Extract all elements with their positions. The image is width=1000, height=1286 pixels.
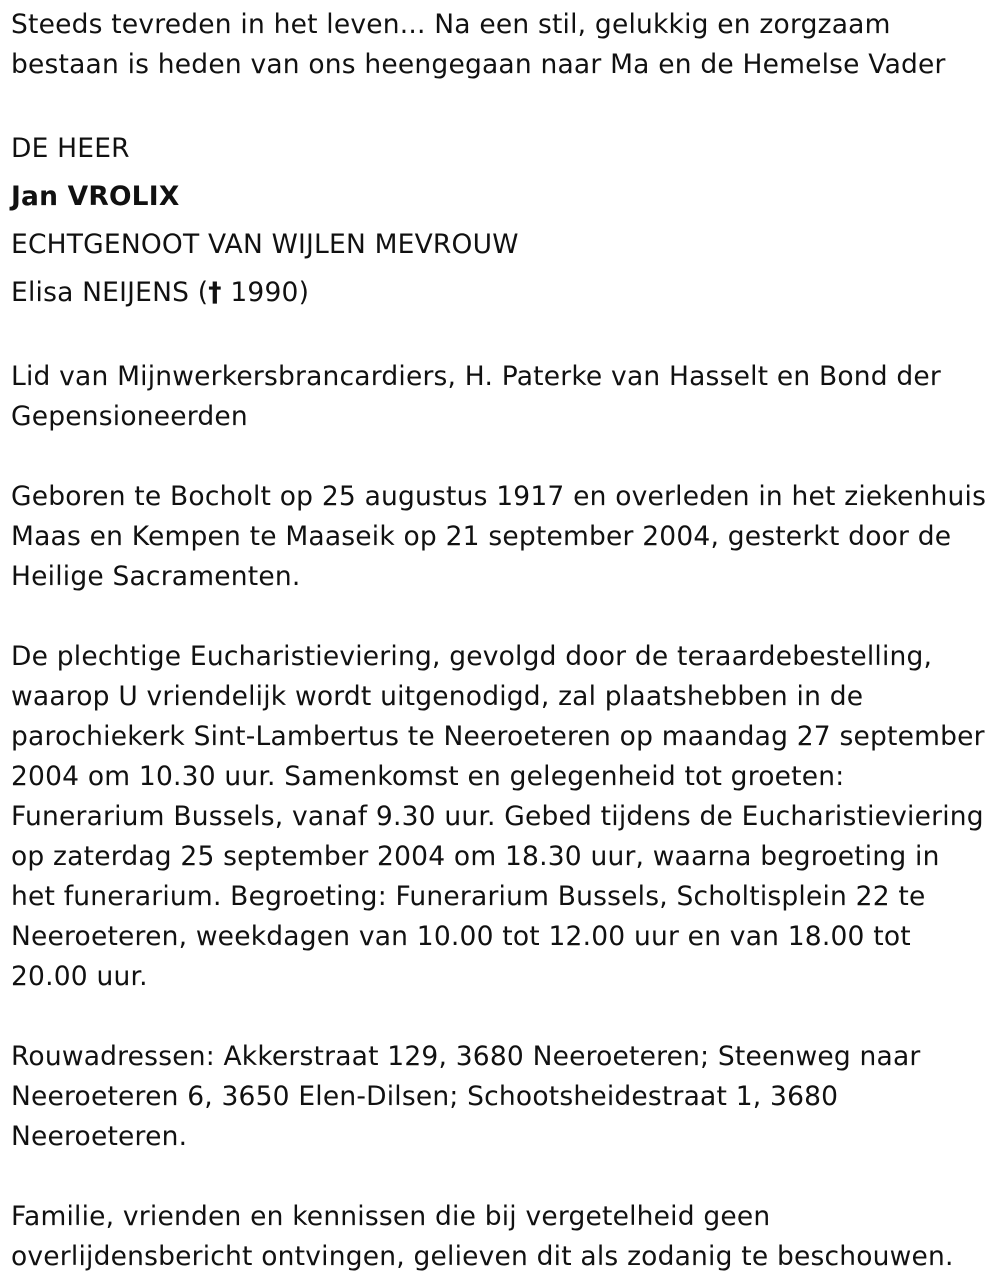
spouse-name-line — [11, 269, 990, 317]
membership-paragraph: Lid van Mijnwerkersbrancardiers, H. Paterke van Hasselt en Bond der Gepensioneerden — [11, 361, 942, 432]
spacer — [11, 317, 990, 357]
spouse-year: 1990) — [221, 277, 310, 308]
cross-icon: † — [208, 277, 222, 308]
deceased-name: Jan VROLIX — [11, 181, 180, 212]
spacer — [11, 1157, 990, 1197]
spacer — [11, 437, 990, 477]
spouse-name: Elisa NEIJENS ( — [11, 277, 209, 308]
honorific: DE HEER — [11, 133, 130, 164]
spacer — [11, 997, 990, 1037]
addresses-paragraph: Rouwadressen: Akkerstraat 129, 3680 Neeroeteren; Steenweg naar Neeroeteren 6, 3650 Elen-Dilsen; Schootsheidestraat 1, 3680 Neeroeteren. — [11, 1041, 921, 1152]
spacer — [11, 85, 990, 125]
birth-death-paragraph: Geboren te Bocholt op 25 augustus 1917 en overleden in het ziekenhuis Maas en Kempen te Maaseik op 21 september 2004, gesterkt door de Heilige Sacramenten. — [11, 481, 987, 592]
intro-paragraph: Steeds tevreden in het leven... Na een stil, gelukkig en zorgzaam bestaan is heden van ons heengegaan naar Ma en de Hemelse Vader — [11, 9, 946, 80]
spacer — [11, 597, 990, 637]
spouse-title: ECHTGENOOT VAN WIJLEN MEVROUW — [11, 229, 519, 260]
service-paragraph: De plechtige Eucharistieviering, gevolgd door de teraardebestelling, waarop U vriendelijk wordt uitgenodigd, zal plaatshebben in de parochiekerk Sint-Lambertus te Neeroeteren op maandag 27 september 2004 om 10.30 uur. Samenkomst en gelegenheid tot groeten: Funerarium Bussels, vanaf 9.30 uur. Gebed tijdens de Eucharistieviering op zaterdag 25 september 2004 om 18.30 uur, waarna begroeting in het funerarium. Begroeting: Funerarium Bussels, Scholtisplein 22 te Neeroeteren, weekdagen van 10.00 tot 12.00 uur en van 18.00 tot 20.00 uur. — [11, 641, 985, 992]
closing-paragraph: Familie, vrienden en kennissen die bij vergetelheid geen overlijdensbericht ontvingen, gelieven dit als zodanig te beschouwen. — [11, 1201, 954, 1272]
